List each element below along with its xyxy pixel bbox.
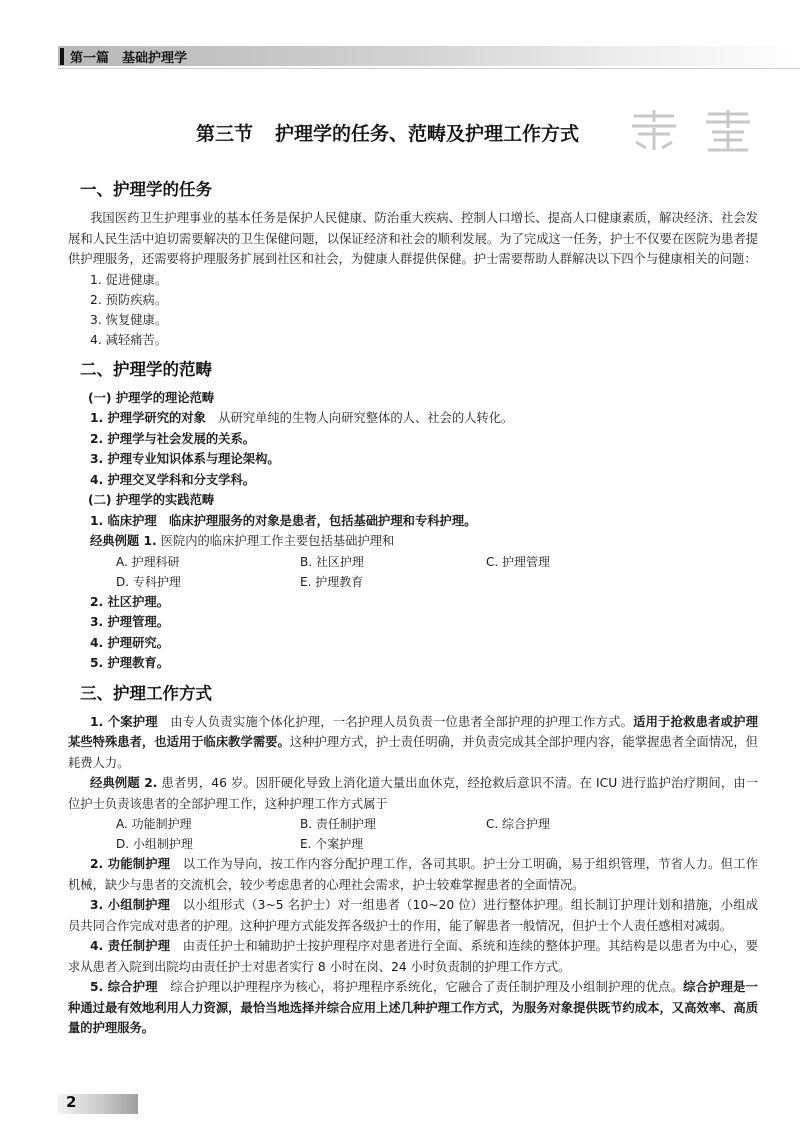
mode-3-text: 以小组形式（3~5 名护士）对一组患者（10~20 位）进行整体护理。组长制订护理计划和措施，小组成员共同合作完成对患者的护理。这种护理方式能发挥各级护士的作用，能了解患者一般情况，但护士个人责任感相对减弱。	[68, 898, 758, 933]
decorative-pattern-icon	[626, 108, 682, 152]
mode-4-text: 由责任护士和辅助护士按护理程序对患者进行全面、系统和连续的整体护理。其结构是以患者为中心，要求从患者入院到出院均由责任护士对患者实行 8 小时在岗、24 小时负责制的护理工作方式。	[68, 939, 758, 974]
option-e: E. 个案护理	[300, 837, 364, 851]
decorative-pattern-icon-2	[698, 108, 758, 152]
list-item: 1. 促进健康。	[90, 272, 168, 287]
list-item: 3. 恢复健康。	[90, 312, 168, 327]
practice-item-5: 5. 护理教育。	[90, 656, 169, 670]
option-d: D. 小组制护理	[116, 837, 193, 851]
heading-nursing-scope: 二、护理学的范畴	[80, 359, 212, 379]
example-1-options-row-1	[68, 552, 758, 572]
subheading-theory-scope: (一) 护理学的理论范畴	[88, 390, 215, 405]
option-a: A. 护理科研	[116, 554, 180, 569]
mode-1-label: 1. 个案护理	[90, 714, 158, 729]
practice-item-3: 3. 护理管理。	[90, 615, 169, 629]
mode-5-bold: 综合护理是一种通过最有效地利用人力资源，最恰当地选择并综合应用上述几种护理工作方式，为服务对象提供既节约成本，又高效率、高质量的护理服务。	[68, 980, 758, 1035]
header-mark	[60, 48, 64, 65]
mode-4-label: 4. 责任制护理	[90, 939, 171, 953]
example-1-text: 医院内的临床护理工作主要包括基础护理和	[156, 534, 395, 548]
mode-5-label: 5. 综合护理	[90, 980, 158, 994]
example-1-options-row-2	[68, 572, 758, 592]
mode-1-rest: 这种护理方式，护士责任明确，并负责完成其全部护理内容，能掌握患者全面情况，但耗费人力。	[68, 735, 758, 770]
mode-2-label: 2. 功能制护理	[90, 857, 171, 871]
heading-work-modes: 三、护理工作方式	[80, 683, 212, 703]
practice-item-1	[90, 511, 758, 532]
example-2-options-row-1	[68, 814, 758, 834]
mode-5-text: 综合护理以护理程序为核心，将护理程序系统化，它融合了责任制护理及小组制护理的优点。	[157, 980, 684, 994]
option-b: B. 责任制护理	[300, 817, 376, 831]
example-2-text: 患者男，46 岁。因肝硬化导致上消化道大量出血休克，经抢救后意识不清。在 ICU 进行监护治疗期间，由一位护士负责该患者的全部护理工作，这种护理工作方式属于	[68, 776, 759, 811]
example-2-label: 经典例题 2.	[90, 776, 158, 790]
mode-2-paragraph	[68, 854, 758, 895]
option-d: D. 专科护理	[116, 574, 181, 589]
option-c: C. 护理管理	[486, 554, 551, 569]
theory-item-3: 3. 护理专业知识体系与理论架构。	[90, 452, 280, 466]
tasks-paragraph: 我国医药卫生护理事业的基本任务是保护人民健康、防治重大疾病、控制人口增长、提高人口健康素质，解决经济、社会发展和人民生活中迫切需要解决的卫生保健问题，以保证经济和社会的顺利发展。为了完成这一任务，护士不仅要在医院为患者提供护理服务，还需要将护理服务扩展到社区和社会，为健康人群提供保健。护士需要帮助人群解决以下四个与健康相关的问题：	[68, 211, 758, 266]
page-content	[68, 170, 758, 1039]
mode-3-label: 3. 小组制护理	[90, 898, 171, 912]
practice-item-1-label: 1. 临床护理	[90, 513, 157, 528]
mode-1-bold: 适用于抢救患者或护理某些特殊患者，也适用于临床教学需要。	[68, 714, 758, 749]
option-e: E. 护理教育	[300, 574, 364, 589]
page-number: 2	[66, 1093, 77, 1111]
option-b: B. 社区护理	[300, 554, 364, 569]
subheading-practice-scope: (二) 护理学的实践范畴	[88, 493, 215, 507]
theory-item-2: 2. 护理学与社会发展的关系。	[90, 431, 256, 446]
section-number: 第三节	[196, 123, 254, 145]
theory-item-4: 4. 护理交叉学科和分支学科。	[90, 472, 256, 487]
running-header: 第一篇 基础护理学	[70, 51, 188, 66]
mode-3-paragraph	[68, 895, 758, 936]
practice-item-1-text: 临床护理服务的对象是患者，包括基础护理和专科护理。	[156, 513, 477, 528]
mode-1-paragraph	[68, 712, 758, 774]
example-question-1	[90, 531, 758, 552]
section-name: 护理学的任务、范畴及护理工作方式	[275, 123, 580, 145]
option-c: C. 综合护理	[486, 817, 551, 831]
theory-item-1-text: 从研究单纯的生物人向研究整体的人、社会的人转化。	[205, 411, 514, 425]
header-rule	[58, 68, 800, 69]
section-title	[196, 119, 579, 146]
option-a: A. 功能制护理	[116, 817, 192, 831]
theory-item-1-label: 1. 护理学研究的对象	[90, 411, 206, 425]
heading-nursing-tasks: 一、护理学的任务	[80, 180, 212, 199]
mode-4-paragraph	[68, 936, 758, 977]
list-item: 4. 减轻痛苦。	[90, 332, 168, 347]
mode-5-paragraph	[68, 977, 758, 1039]
example-1-label: 经典例题 1.	[90, 534, 157, 548]
example-2-options-row-2	[68, 834, 758, 854]
mode-2-text: 以工作为导向，按工作内容分配护理工作，各司其职。护士分工明确，易于组织管理，节省人力。但工作机械，缺少与患者的交流机会，较少考虑患者的心理社会需求，护士较难掌握患者的全面情况。	[68, 857, 758, 892]
practice-item-2: 2. 社区护理。	[90, 594, 169, 609]
list-item: 2. 预防疾病。	[90, 292, 168, 307]
practice-item-4: 4. 护理研究。	[90, 635, 169, 650]
theory-item-1	[90, 408, 758, 429]
mode-1-text: 由专人负责实施个体化护理，一名护理人员负责一位患者全部护理的护理工作方式。	[157, 714, 634, 729]
example-question-2	[68, 773, 758, 814]
